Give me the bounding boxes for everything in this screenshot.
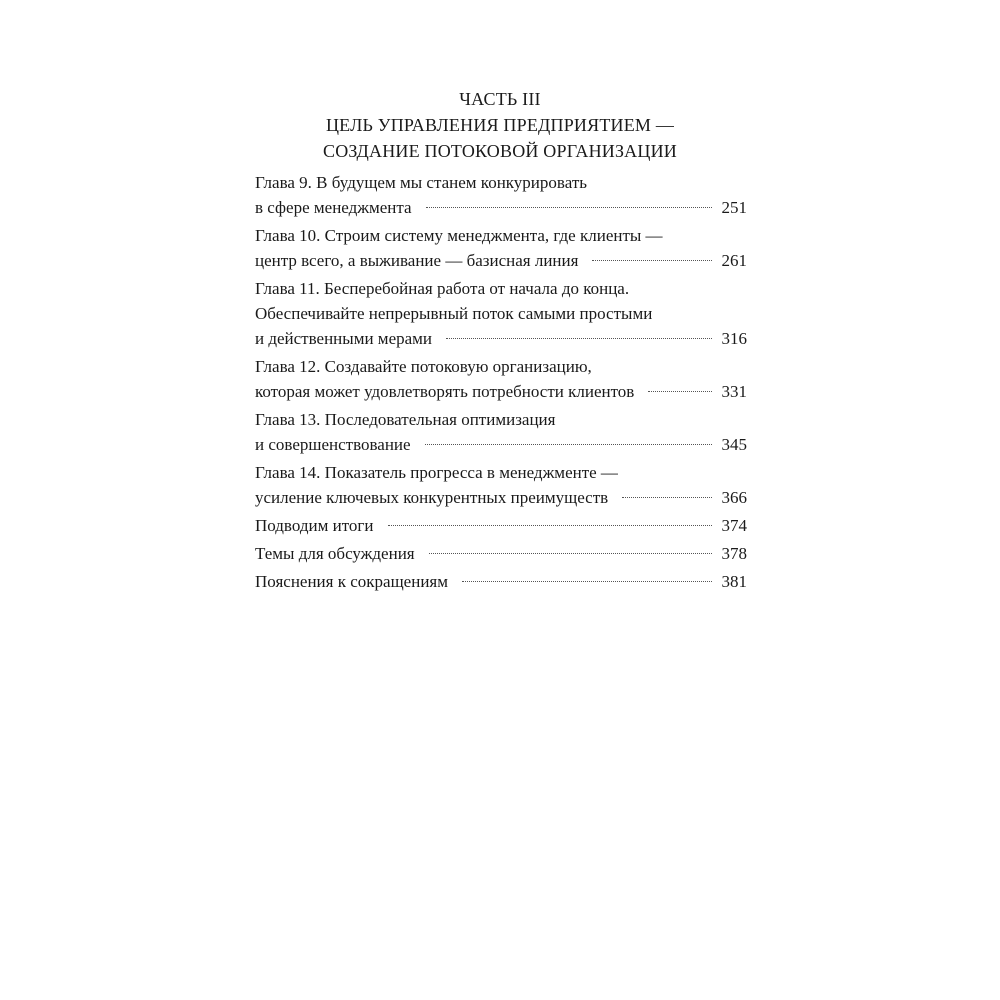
- toc-entry-text: и действенными мерами: [255, 329, 433, 348]
- part-heading: [250, 86, 750, 164]
- part-label: ЧАСТЬ III: [459, 89, 541, 109]
- dot-leader: [425, 444, 712, 445]
- toc-entry-text: Глава 10. Строим систему менеджмента, где клиенты —: [255, 226, 663, 245]
- toc-entry-chapter-10[interactable]: [255, 223, 747, 273]
- toc-entry-text: Пояснения к сокращениям: [255, 572, 448, 591]
- dot-leader: [426, 207, 712, 208]
- toc-entry-chapter-12[interactable]: [255, 354, 747, 404]
- dot-leader: [388, 525, 712, 526]
- page-number: 381: [721, 572, 747, 591]
- toc-entry-text: Глава 11. Бесперебойная работа от начала до конца.: [255, 279, 630, 298]
- page-number: 345: [721, 435, 747, 454]
- toc-entry-text: Глава 14. Показатель прогресса в менеджменте —: [255, 463, 618, 482]
- toc-entry-chapter-9[interactable]: [255, 170, 747, 220]
- toc-entry-text: центр всего, а выживание — базисная линия: [255, 251, 579, 270]
- toc-entry-summary[interactable]: [255, 513, 747, 538]
- page-number: 378: [721, 544, 747, 563]
- dot-leader: [622, 497, 711, 498]
- part-title-line-2: СОЗДАНИЕ ПОТОКОВОЙ ОРГАНИЗАЦИИ: [323, 141, 677, 161]
- toc-entry-text: усиление ключевых конкурентных преимуществ: [255, 488, 609, 507]
- toc-entry-text: Глава 13. Последовательная оптимизация: [255, 410, 556, 429]
- toc-entry-discussion-topics[interactable]: [255, 541, 747, 566]
- page-number: 374: [721, 516, 747, 535]
- toc-entry-text: и совершенствование: [255, 435, 411, 454]
- toc-entry-abbreviations[interactable]: [255, 569, 747, 594]
- page-number: 251: [721, 198, 747, 217]
- toc-entry-text: в сфере менеджмента: [255, 198, 412, 217]
- page-number: 366: [721, 488, 747, 507]
- table-of-contents: [255, 170, 747, 597]
- toc-entry-text: Обеспечивайте непрерывный поток самыми простыми: [255, 304, 653, 323]
- page-number: 316: [721, 329, 747, 348]
- toc-entry-chapter-13[interactable]: [255, 407, 747, 457]
- dot-leader: [592, 260, 711, 261]
- part-title-line-1: ЦЕЛЬ УПРАВЛЕНИЯ ПРЕДПРИЯТИЕМ —: [325, 115, 675, 135]
- dot-leader: [648, 391, 711, 392]
- page-number: 331: [721, 382, 747, 401]
- page-number: 261: [721, 251, 747, 270]
- toc-entry-text: которая может удовлетворять потребности клиентов: [255, 382, 635, 401]
- toc-entry-text: Глава 12. Создавайте потоковую организацию,: [255, 357, 592, 376]
- toc-entry-text: Подводим итоги: [255, 516, 374, 535]
- dot-leader: [462, 581, 712, 582]
- toc-entry-chapter-14[interactable]: [255, 460, 747, 510]
- toc-entry-text: Темы для обсуждения: [255, 544, 415, 563]
- toc-entry-chapter-11[interactable]: [255, 276, 747, 351]
- toc-entry-text: Глава 9. В будущем мы станем конкурировать: [255, 173, 587, 192]
- dot-leader: [446, 338, 711, 339]
- dot-leader: [429, 553, 712, 554]
